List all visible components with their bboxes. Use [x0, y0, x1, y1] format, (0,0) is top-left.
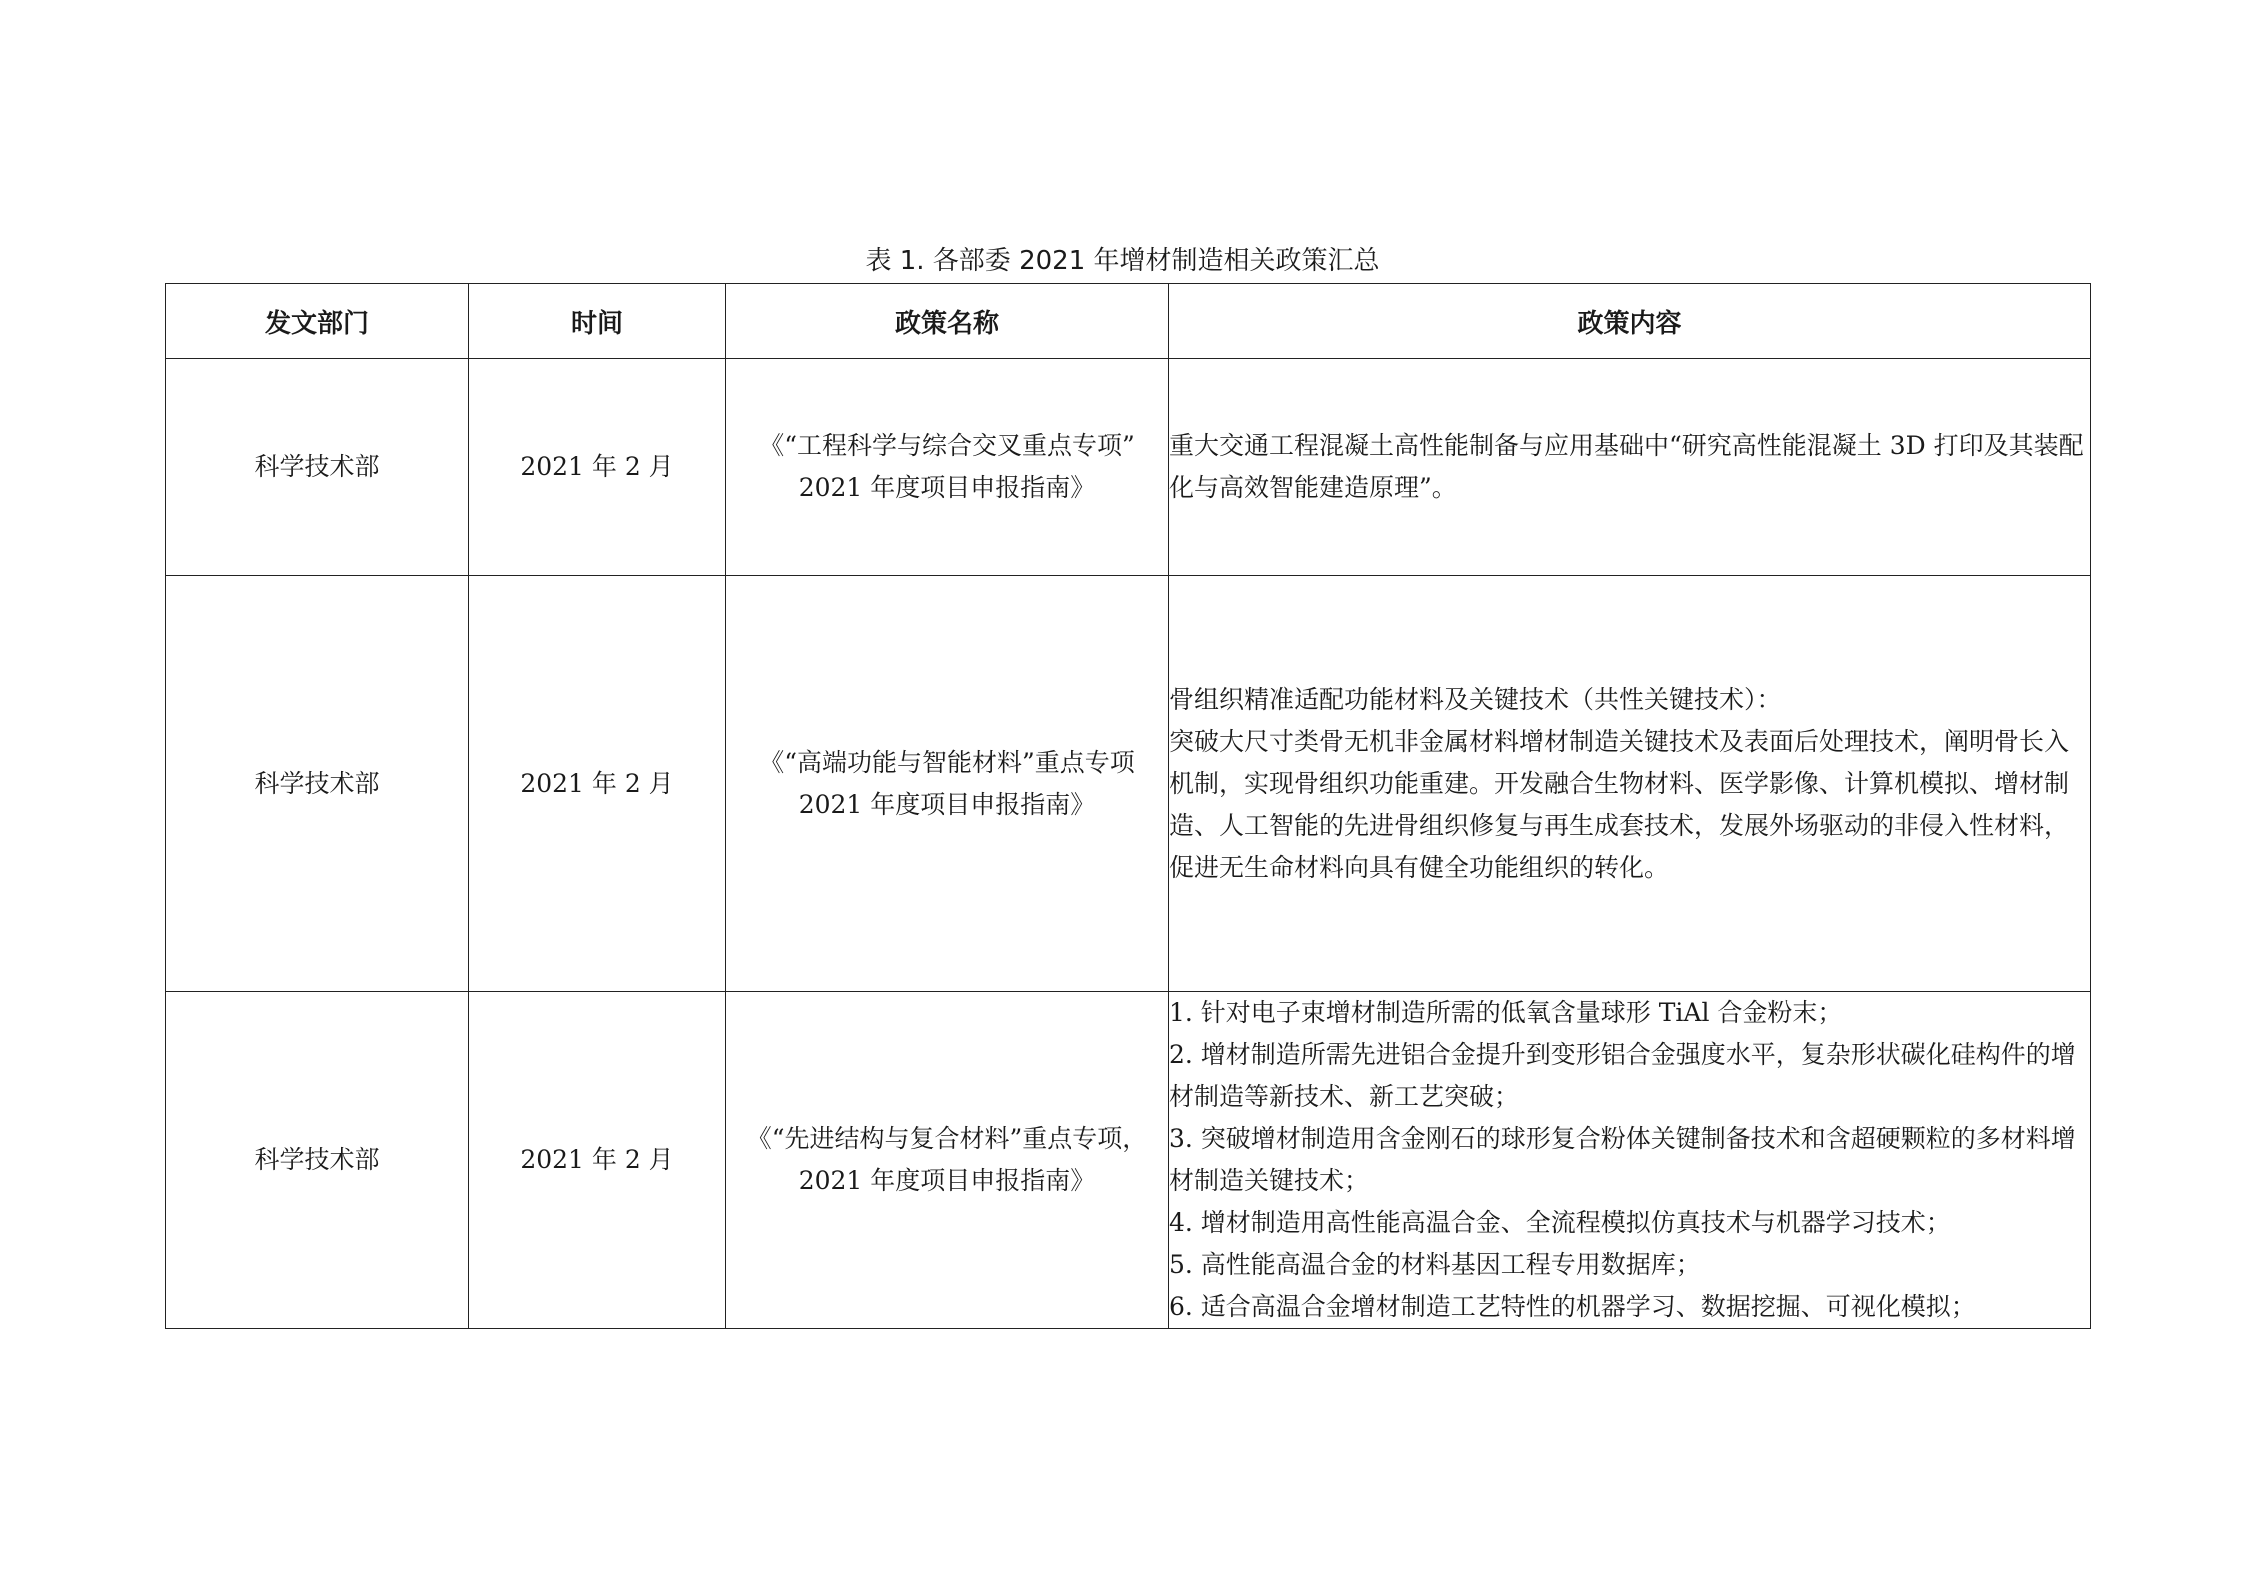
policy-name-cell	[726, 359, 1169, 576]
department-cell: 科学技术部	[166, 359, 469, 576]
policy-name-line1: 《“工程科学与综合交叉重点专项”	[759, 431, 1135, 460]
policy-content-cell	[1169, 576, 2091, 992]
policy-table	[165, 283, 2091, 1329]
table-row	[166, 576, 2091, 992]
header-policy-content: 政策内容	[1169, 284, 2091, 359]
list-item: 3. 突破增材制造用含金刚石的球形复合粉体关键制备技术和含超硬颗粒的多材料增材制造关键技术；	[1169, 1124, 2076, 1195]
list-item: 5. 高性能高温合金的材料基因工程专用数据库；	[1169, 1250, 1701, 1279]
policy-content-title: 骨组织精准适配功能材料及关键技术（共性关键技术）：	[1169, 684, 1782, 714]
time-cell: 2021 年 2 月	[469, 576, 726, 992]
list-item: 6. 适合高温合金增材制造工艺特性的机器学习、数据挖掘、可视化模拟；	[1169, 1292, 1976, 1321]
policy-name-line2: 2021 年度项目申报指南》	[798, 1166, 1096, 1195]
policy-name-cell	[726, 576, 1169, 992]
policy-name-cell	[726, 992, 1169, 1329]
header-department: 发文部门	[166, 284, 469, 359]
policy-content-list	[1169, 992, 2090, 1328]
policy-content-text: 重大交通工程混凝土高性能制备与应用基础中“研究高性能混凝土 3D 打印及其装配化与高效智能建造原理”。	[1169, 431, 2084, 502]
policy-content-text: 突破大尺寸类骨无机非金属材料增材制造关键技术及表面后处理技术，阐明骨长入机制，实现骨组织功能重建。开发融合生物材料、医学影像、计算机模拟、增材制造、人工智能的先进骨组织修复与再生成套技术，发展外场驱动的非侵入性材料，促进无生命材料向具有健全功能组织的转化。	[1169, 726, 2070, 882]
policy-name-line1: 《“先进结构与复合材料”重点专项，	[746, 1124, 1148, 1153]
time-cell: 2021 年 2 月	[469, 359, 726, 576]
list-item: 2. 增材制造所需先进铝合金提升到变形铝合金强度水平，复杂形状碳化硅构件的增材制造等新技术、新工艺突破；	[1169, 1040, 2076, 1111]
time-cell: 2021 年 2 月	[469, 992, 726, 1329]
policy-name-line2: 2021 年度项目申报指南》	[798, 473, 1096, 502]
policy-name-line2: 2021 年度项目申报指南》	[798, 789, 1096, 819]
list-item: 4. 增材制造用高性能高温合金、全流程模拟仿真技术与机器学习技术；	[1169, 1208, 1951, 1237]
table-header-row	[166, 284, 2091, 359]
policy-content-cell	[1169, 992, 2091, 1329]
table-row	[166, 359, 2091, 576]
table-caption: 表 1. 各部委 2021 年增材制造相关政策汇总	[865, 246, 1380, 276]
header-time: 时间	[469, 284, 726, 359]
header-policy-name: 政策名称	[726, 284, 1169, 359]
list-item: 1. 针对电子束增材制造所需的低氧含量球形 TiAl 合金粉末；	[1169, 998, 1843, 1027]
table-row	[166, 992, 2091, 1329]
department-cell: 科学技术部	[166, 992, 469, 1329]
policy-content-cell	[1169, 359, 2091, 576]
department-cell: 科学技术部	[166, 576, 469, 992]
policy-name-line1: 《“高端功能与智能材料”重点专项	[759, 747, 1135, 777]
